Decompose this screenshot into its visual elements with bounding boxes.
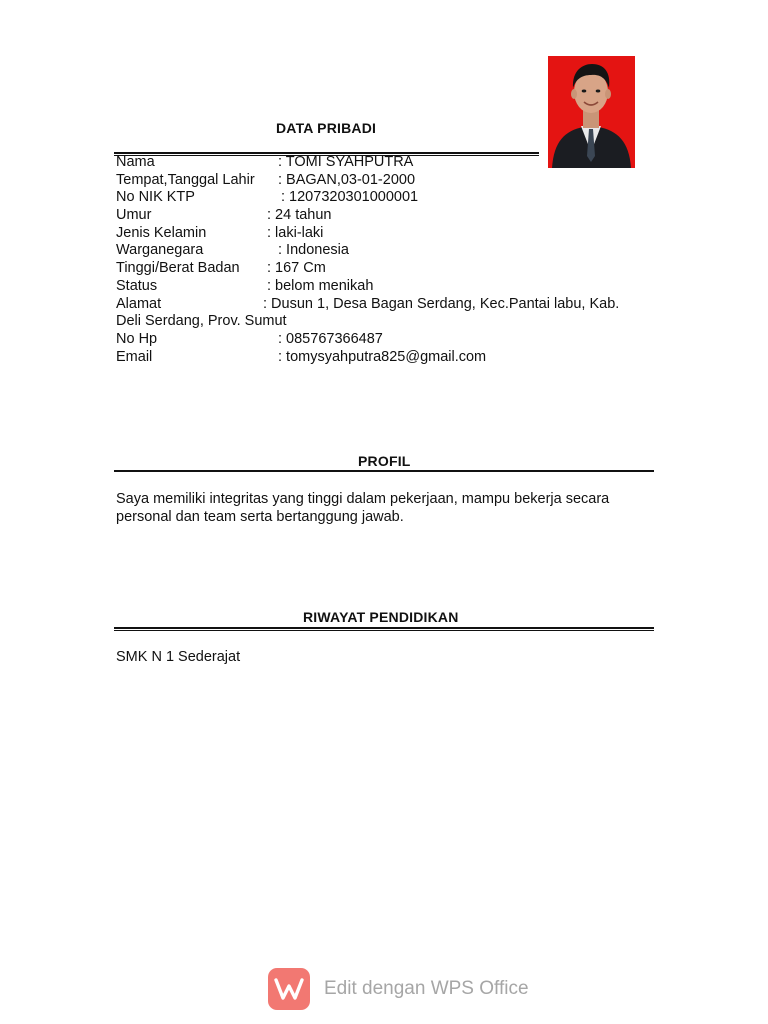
row-value-continued: Deli Serdang, Prov. Sumut <box>116 313 287 330</box>
data-row-ttl <box>116 172 656 190</box>
row-label: Email <box>116 348 153 365</box>
section-title-profil: PROFIL <box>358 453 411 469</box>
row-label: Tinggi/Berat Badan <box>116 260 240 277</box>
data-row-status <box>116 278 656 296</box>
row-label: Warganegara <box>116 242 204 259</box>
row-value: : belom menikah <box>267 277 374 294</box>
data-row-warganegara <box>116 242 656 260</box>
data-row-no-hp <box>116 331 656 349</box>
row-value: : 167 Cm <box>267 260 326 277</box>
profil-line-2: personal dan team serta bertanggung jawab. <box>116 509 404 525</box>
section-divider <box>114 470 654 473</box>
row-value: : laki-laki <box>267 224 324 241</box>
row-label: No Hp <box>116 330 158 347</box>
wps-edit-banner[interactable] <box>268 968 529 1010</box>
row-value: : Indonesia <box>278 242 349 259</box>
profile-photo <box>548 56 635 168</box>
data-row-jenis-kelamin <box>116 225 656 243</box>
row-value: : TOMI SYAHPUTRA <box>278 154 414 170</box>
data-row-nik <box>116 189 656 207</box>
data-row-nama <box>116 154 656 172</box>
row-value: : Dusun 1, Desa Bagan Serdang, Kec.Pantai labu, Kab. <box>263 295 620 312</box>
row-value: : 085767366487 <box>278 330 383 347</box>
education-item: SMK N 1 Sederajat <box>116 649 241 665</box>
row-value: : BAGAN,03-01-2000 <box>278 171 416 188</box>
row-label: Nama <box>116 154 155 170</box>
data-row-umur <box>116 207 656 225</box>
row-value: : 24 tahun <box>267 207 332 224</box>
section-divider <box>114 627 654 631</box>
section-title-data-pribadi: DATA PRIBADI <box>276 120 377 136</box>
profil-text <box>116 490 609 526</box>
row-label: Jenis Kelamin <box>116 224 207 241</box>
row-value: : tomysyahputra825@gmail.com <box>278 348 487 365</box>
data-row-alamat-cont <box>116 313 656 331</box>
data-row-email <box>116 349 656 367</box>
data-row-tinggi-berat <box>116 260 656 278</box>
section-title-riwayat-pendidikan: RIWAYAT PENDIDIKAN <box>303 609 459 625</box>
wps-office-logo-icon <box>268 968 310 1010</box>
personal-data-list <box>116 154 656 366</box>
row-label: Umur <box>116 207 152 224</box>
data-row-alamat <box>116 296 656 314</box>
row-label: Tempat,Tanggal Lahir <box>116 171 255 188</box>
row-label: No NIK KTP <box>116 189 195 206</box>
row-label: Alamat <box>116 295 162 312</box>
row-label: Status <box>116 277 158 294</box>
wps-edit-label[interactable]: Edit dengan WPS Office <box>324 978 529 999</box>
row-value: : 1207320301000001 <box>281 189 419 206</box>
profil-line-1: Saya memiliki integritas yang tinggi dalam pekerjaan, mampu bekerja secara <box>116 491 610 507</box>
